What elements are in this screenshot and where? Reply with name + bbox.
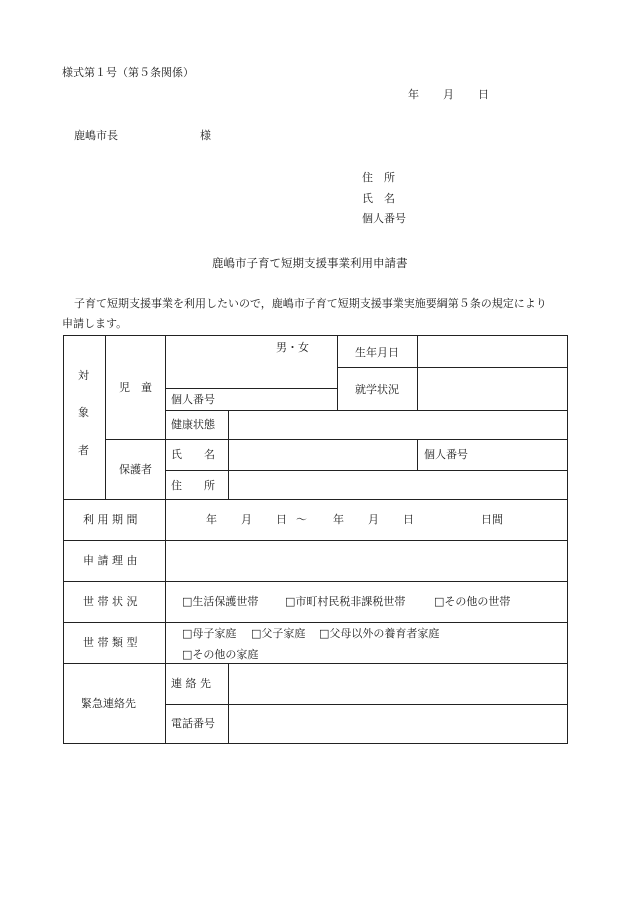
- guardian-label: 保護者: [119, 463, 152, 476]
- period-month-2: 月: [368, 513, 379, 526]
- reason-label: 申 請 理 由: [83, 554, 138, 567]
- health-label: 健康状態: [171, 418, 215, 431]
- period-day-2: 日: [403, 513, 414, 526]
- child-label: 児 童: [119, 381, 152, 394]
- date-day: 日: [478, 88, 489, 101]
- applicant-id-label: 個人番号: [362, 212, 406, 225]
- gender-option: 男・女: [276, 341, 309, 354]
- household-status-option-1[interactable]: □生活保護世帯: [182, 595, 259, 608]
- target-person-char-1: 対: [78, 369, 89, 382]
- target-person-char-2: 象: [78, 406, 89, 419]
- form-number: 様式第１号（第５条関係）: [62, 66, 194, 79]
- target-person-char-3: 者: [78, 444, 89, 457]
- household-status-option-2[interactable]: □市町村民税非課税世帯: [285, 595, 406, 608]
- period-tilde: 〜: [296, 513, 307, 526]
- applicant-name-label: 氏 名: [362, 192, 395, 205]
- child-id-label: 個人番号: [171, 393, 215, 406]
- household-type-option-1[interactable]: □母子家庭: [182, 627, 237, 640]
- birthdate-label: 生年月日: [355, 346, 399, 359]
- household-type-label: 世 帯 類 型: [83, 636, 138, 649]
- date-year: 年: [408, 88, 419, 101]
- household-status-label: 世 帯 状 況: [83, 595, 138, 608]
- applicant-address-label: 住 所: [362, 171, 395, 184]
- addressee: 鹿嶋市長: [74, 129, 118, 142]
- phone-label: 電話番号: [171, 717, 215, 730]
- household-status-option-3[interactable]: □その他の世帯: [434, 595, 511, 608]
- date-month: 月: [443, 88, 454, 101]
- household-type-option-3[interactable]: □父母以外の養育者家庭: [319, 627, 440, 640]
- household-type-option-2[interactable]: □父子家庭: [251, 627, 306, 640]
- emergency-label: 緊急連絡先: [81, 697, 136, 710]
- school-status-label: 就学状況: [355, 383, 399, 396]
- guardian-address-label: 住 所: [171, 479, 215, 492]
- period-year-1: 年: [206, 513, 217, 526]
- honorific: 様: [200, 129, 211, 142]
- period-days: 日間: [481, 513, 503, 526]
- body-line-1: 子育て短期支援事業を利用したいので，鹿嶋市子育て短期支援事業実施要綱第５条の規定により: [74, 297, 547, 310]
- contact-label: 連 絡 先: [171, 677, 211, 690]
- period-day-1: 日: [276, 513, 287, 526]
- period-label: 利 用 期 間: [83, 513, 138, 526]
- document-title: 鹿嶋市子育て短期支援事業利用申請書: [212, 256, 408, 270]
- household-type-option-4[interactable]: □その他の家庭: [182, 648, 259, 661]
- guardian-name-label: 氏 名: [171, 448, 215, 461]
- period-month-1: 月: [241, 513, 252, 526]
- body-line-2: 申請します。: [62, 317, 128, 330]
- guardian-id-label: 個人番号: [424, 448, 468, 461]
- period-year-2: 年: [333, 513, 344, 526]
